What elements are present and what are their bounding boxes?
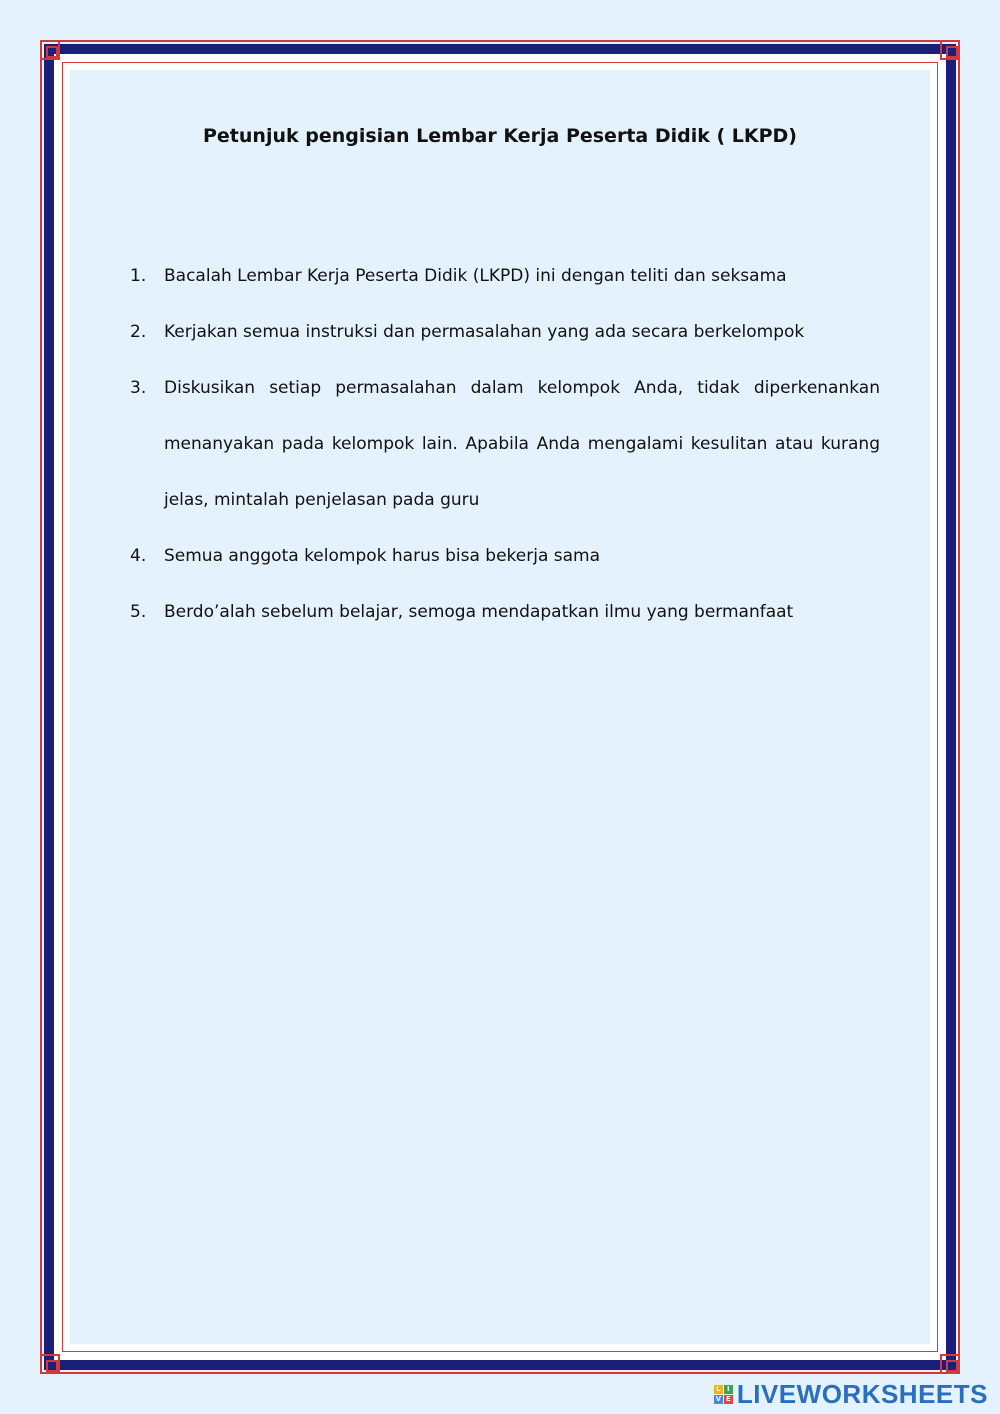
list-item-text: Berdo’alah sebelum belajar, semoga mendapatkan ilmu yang bermanfaat <box>164 602 794 622</box>
liveworksheets-watermark <box>714 1379 988 1410</box>
list-item <box>130 528 880 584</box>
document-content <box>70 70 930 1344</box>
logo-letter: V <box>715 1395 722 1403</box>
list-item-text: Semua anggota kelompok harus bisa bekerja sama <box>164 546 601 566</box>
list-item <box>130 360 880 528</box>
list-item-text: Diskusikan setiap permasalahan dalam kelompok Anda, tidak diperkenankan menanyakan pada kelompok lain. Apabila Anda mengalami kesulitan atau kurang jelas, mintalah penjelasan pada guru <box>164 378 880 510</box>
logo-letter: I <box>724 1385 733 1394</box>
logo-letter: L <box>714 1385 723 1394</box>
watermark-text: LIVEWORKSHEETS <box>736 1379 988 1409</box>
corner-ornament-top-right <box>940 40 960 60</box>
corner-ornament-bottom-right <box>940 1354 960 1374</box>
list-item-number: 3. <box>130 378 147 398</box>
list-item <box>130 248 880 304</box>
list-item <box>130 584 880 640</box>
list-item-number: 2. <box>130 322 147 342</box>
liveworksheets-logo-icon <box>714 1385 733 1404</box>
list-item-number: 4. <box>130 546 147 566</box>
instruction-list <box>130 248 880 640</box>
list-item <box>130 304 880 360</box>
list-item-text: Kerjakan semua instruksi dan permasalahan yang ada secara berkelompok <box>164 322 805 342</box>
list-item-number: 5. <box>130 602 147 622</box>
corner-ornament-bottom-left <box>40 1354 60 1374</box>
list-item-text: Bacalah Lembar Kerja Peserta Didik (LKPD) ini dengan teliti dan seksama <box>164 266 787 286</box>
list-item-number: 1. <box>130 266 147 286</box>
logo-letter: E <box>724 1395 733 1404</box>
document-title: Petunjuk pengisian Lembar Kerja Peserta Didik ( LKPD) <box>203 125 797 147</box>
corner-ornament-top-left <box>40 40 60 60</box>
